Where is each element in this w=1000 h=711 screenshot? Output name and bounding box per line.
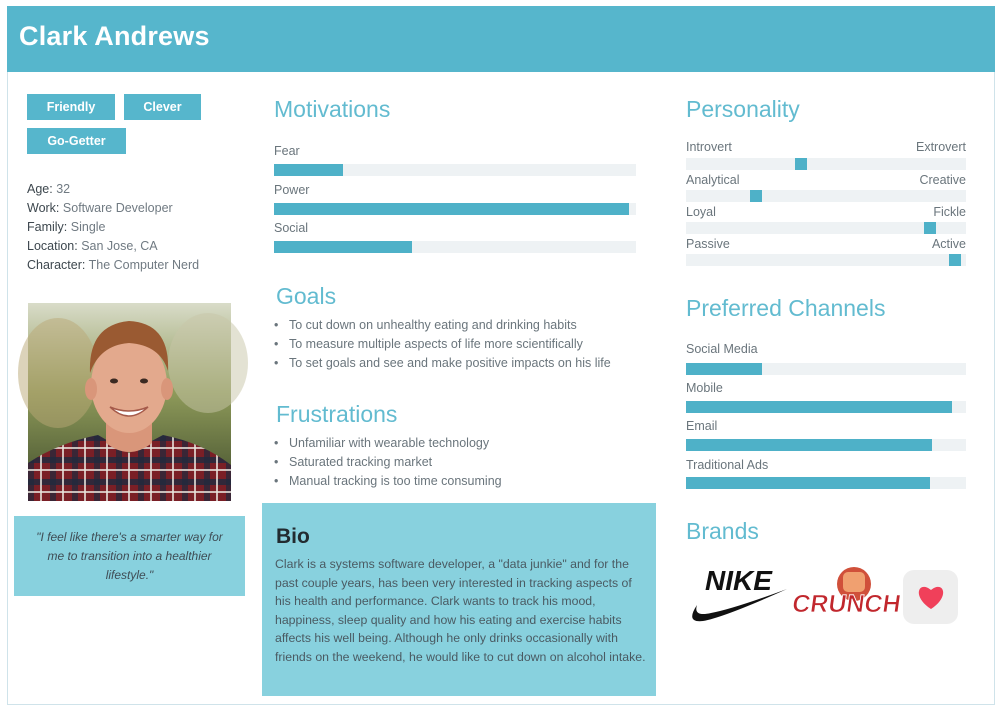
frustrations-list [274, 434, 502, 490]
motivation-bar-fear [274, 164, 636, 176]
personality-marker [795, 158, 807, 170]
motivation-bar-power [274, 203, 636, 215]
motivation-fill-power [274, 203, 629, 215]
bio-text: Clark is a systems software developer, a "data junkie" and for the past couple years, has been very interested in tracking aspects of his health and performance. Clark wants to track his mood, happiness, sleep quality and how his eating and exercise habits affects his well being. Although he only drinks occasionally with friends on the weekend, he would like to cut down on alcohol intake. [275, 557, 646, 664]
frustrations-title: Frustrations [276, 401, 398, 427]
info-age: Age: 32 [27, 182, 71, 196]
personality-scale-passive-active [686, 254, 966, 266]
personality-right-label: Creative [919, 173, 966, 187]
frustration-item: • Unfamiliar with wearable technology [274, 434, 502, 453]
channel-bar-email [686, 439, 966, 451]
channel-bar-mobile [686, 401, 966, 413]
channel-fill-traditional-ads [686, 477, 930, 489]
info-character: Character: The Computer Nerd [27, 258, 200, 272]
goal-item: • To measure multiple aspects of life more scientifically [274, 335, 611, 354]
tag-clever: Clever [124, 94, 201, 120]
nike-wordmark: NIKE [705, 565, 772, 596]
channel-label-mobile: Mobile [686, 381, 723, 395]
motivation-fill-social [274, 241, 412, 253]
bio-panel [262, 503, 656, 696]
tag-friendly: Friendly [27, 94, 115, 120]
tag-go-getter: Go-Getter [27, 128, 126, 154]
motivation-label-fear: Fear [274, 144, 300, 158]
channel-fill-email [686, 439, 932, 451]
motivation-label-social: Social [274, 221, 309, 235]
personality-marker [750, 190, 762, 202]
channel-label-social-media: Social Media [686, 342, 758, 356]
frustration-item: • Manual tracking is too time consuming [274, 472, 502, 491]
brands-title: Brands [686, 518, 759, 544]
motivations-title: Motivations [274, 96, 391, 122]
personality-right-label: Active [931, 237, 966, 251]
header-banner [7, 6, 995, 72]
info-work: Work: Software Developer [27, 201, 173, 215]
personality-right-label: Extrovert [915, 140, 966, 154]
personality-marker [924, 222, 936, 234]
personality-scale-analytical-creative [686, 190, 966, 202]
channel-fill-mobile [686, 401, 952, 413]
goal-item: • To set goals and see and make positive impacts on his life [274, 354, 611, 373]
personality-scale-introvert-extrovert [686, 158, 966, 170]
personality-right-label: Fickle [933, 205, 966, 219]
heart-icon [917, 584, 945, 610]
persona-name: Clark Andrews [19, 21, 210, 51]
motivation-label-power: Power [274, 183, 310, 197]
frustration-item: • Saturated tracking market [274, 453, 502, 472]
personality-left-label: Introvert [686, 140, 732, 154]
personality-marker [949, 254, 961, 266]
nike-logo [685, 565, 789, 625]
goals-title: Goals [276, 283, 337, 309]
channel-bar-social-media [686, 363, 966, 375]
goals-list [274, 316, 611, 372]
crunch-logo [790, 564, 903, 626]
goal-item: • To cut down on unhealthy eating and drinking habits [274, 316, 611, 335]
personality-scale-loyal-fickle [686, 222, 966, 234]
apple-health-logo [903, 570, 958, 624]
motivation-bar-social [274, 241, 636, 253]
channel-label-email: Email [686, 419, 718, 433]
crunch-wordmark: CRUNCH [790, 590, 903, 618]
channel-bar-traditional-ads [686, 477, 966, 489]
personality-title: Personality [686, 96, 800, 122]
persona-photo [28, 303, 231, 501]
info-location: Location: San Jose, CA [27, 239, 158, 253]
personality-left-label: Loyal [686, 205, 716, 219]
info-family: Family: Single [27, 220, 106, 234]
motivation-fill-fear [274, 164, 343, 176]
persona-quote: "I feel like there's a smarter way for me to transition into a healthier lifestyle." [14, 516, 245, 596]
channel-fill-social-media [686, 363, 762, 375]
bio-title: Bio [276, 525, 310, 548]
channel-label-traditional-ads: Traditional Ads [686, 458, 769, 472]
personality-left-label: Analytical [686, 173, 740, 187]
channels-title: Preferred Channels [686, 295, 886, 321]
personality-left-label: Passive [686, 237, 730, 251]
persona-info [27, 180, 199, 275]
